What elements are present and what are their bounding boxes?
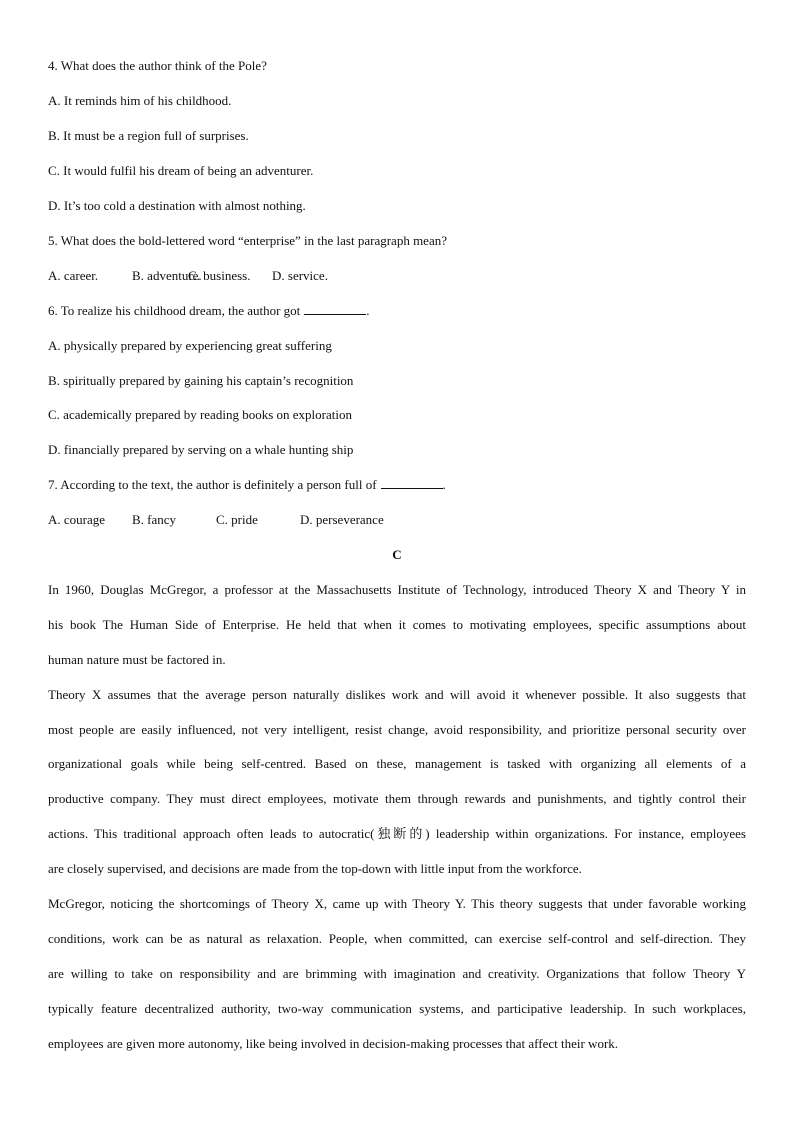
paragraph-2-line: actions. This traditional approach often leads to autocratic(独断的) leadership within organizations. For instance, employees (48, 826, 746, 841)
question-5-option-d: D. service. (272, 268, 328, 283)
paragraph-2-line: organizational goals while being self-centred. Based on these, management is tasked with organizing all elements of a (48, 756, 746, 771)
question-4-stem: 4. What does the author think of the Pole? (48, 58, 267, 73)
question-7-options (48, 512, 384, 528)
question-7-option-c: C. pride (216, 512, 258, 527)
question-4-option-b: B. It must be a region full of surprises. (48, 128, 249, 143)
question-6-option-b: B. spiritually prepared by gaining his captain’s recognition (48, 373, 354, 388)
question-6-stem (48, 303, 370, 319)
question-5-options (48, 268, 328, 284)
question-5-option-c: C. business. (188, 268, 251, 283)
question-4-option-d: D. It’s too cold a destination with almost nothing. (48, 198, 306, 213)
paragraph-2-line: productive company. They must direct employees, motivate them through rewards and punishments, and tightly control their (48, 791, 746, 806)
question-7-stem (48, 477, 446, 493)
paragraph-2-line: Theory X assumes that the average person naturally dislikes work and will avoid it whenever possible. It also suggests that (48, 687, 746, 702)
paragraph-3-line: employees are given more autonomy, like being involved in decision-making processes that affect their work. (48, 1036, 619, 1051)
question-7-option-d: D. perseverance (300, 512, 384, 527)
question-7-stem-end: . (442, 477, 446, 492)
question-6-stem-text: 6. To realize his childhood dream, the author got (48, 303, 301, 318)
paragraph-1-line: In 1960, Douglas McGregor, a professor at the Massachusetts Institute of Technology, introduced Theory X and Theory Y in (48, 582, 746, 597)
paragraph-3-line: conditions, work can be as natural as relaxation. People, when committed, can exercise self-control and self-direction. They (48, 931, 746, 946)
answer-blank (381, 477, 443, 489)
answer-blank (304, 303, 366, 315)
question-6-option-a: A. physically prepared by experiencing great suffering (48, 338, 332, 353)
paragraph-2-line: most people are easily influenced, not very intelligent, resist change, avoid responsibility, and prioritize personal security over (48, 722, 746, 737)
question-7-option-b: B. fancy (132, 512, 177, 527)
paragraph-1-line: human nature must be factored in. (48, 652, 226, 667)
paragraph-3-line: are willing to take on responsibility and are brimming with imagination and creativity. Organizations that follow Theory Y (48, 966, 746, 981)
question-4-option-a: A. It reminds him of his childhood. (48, 93, 232, 108)
paragraph-3-line: McGregor, noticing the shortcomings of Theory X, came up with Theory Y. This theory suggests that under favorable working (48, 896, 746, 911)
question-4-option-c: C. It would fulfil his dream of being an adventurer. (48, 163, 314, 178)
paragraph-3-line: typically feature decentralized authority, two-way communication systems, and participative leadership. In such workplaces, (48, 1001, 746, 1016)
question-5-option-a: A. career. (48, 268, 99, 283)
question-5-option-b: B. adventure. (132, 268, 202, 283)
section-heading: C (392, 547, 402, 562)
question-7-option-a: A. courage (48, 512, 106, 527)
question-5-stem: 5. What does the bold-lettered word “enterprise” in the last paragraph mean? (48, 233, 447, 248)
question-6-option-d: D. financially prepared by serving on a whale hunting ship (48, 442, 354, 457)
paragraph-1-line: his book The Human Side of Enterprise. He held that when it comes to motivating employees, specific assumptions about (48, 617, 746, 632)
question-6-option-c: C. academically prepared by reading books on exploration (48, 407, 352, 422)
paragraph-2-line: are closely supervised, and decisions are made from the top-down with little input from the workforce. (48, 861, 582, 876)
question-7-stem-text: 7. According to the text, the author is definitely a person full of (48, 477, 377, 492)
question-6-stem-end: . (366, 303, 370, 318)
